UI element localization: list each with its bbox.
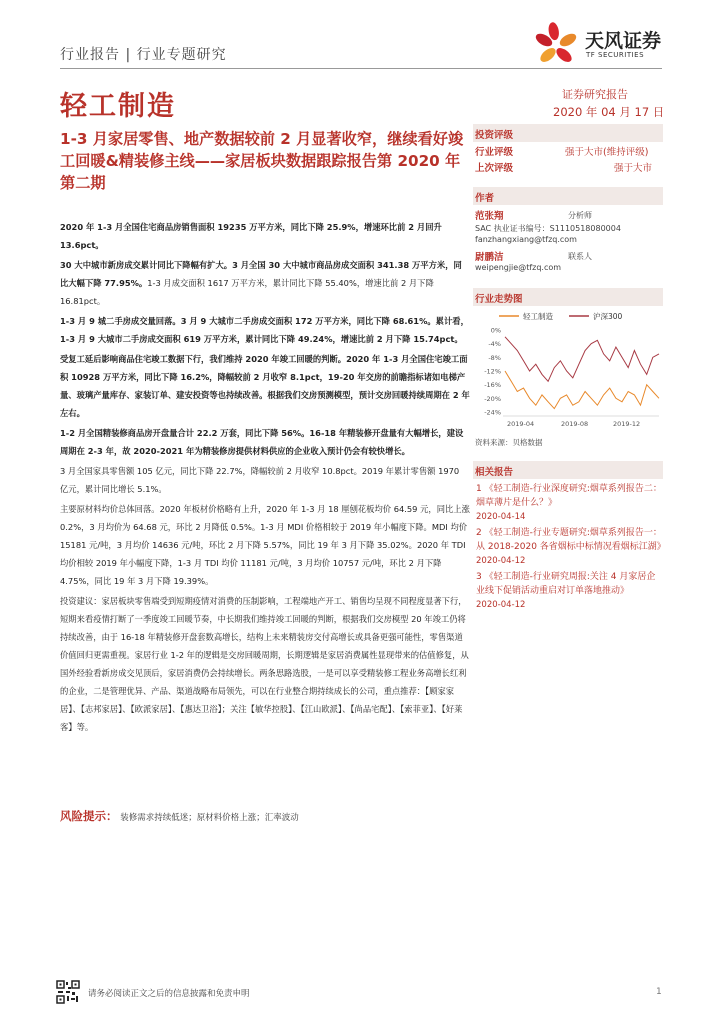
y-tick-label: -16% [484, 381, 501, 390]
paragraph: 投资建议：家居板块零售端受到短期疫情对消费的压制影响，工程端地产开工、销售均呈现不同程度显著下行，短期来看疫情打断了一季度竣工回暖节奏，中长期我们维持竣工回暖的判断，根据我们交房模型 20 年竣工仍将持续改善，由于 16-18 年精装修开盘套数高增长，结构上未来精装房交付高增长或具备更强可能性，零售渠道价值回归更需重视。家居行业 1-2 年的逻辑是交房回暖周期，长期逻辑是家居消费属性显现带来的估值修复，从国外经验看新房成交见顶后，家居消费仍会持续增长。两条思路选股，一是可以享受精装修工程业务高增长红利的企业，二是管理优异、产品、渠道战略布局领先，可以在行业整合期持续成长的公司，重点推荐：【顾家家居】、【志邦家居】、【欧派家居】、【惠达卫浴】；关注【敏华控股】、【江山欧派】、【尚品宅配】、【索菲亚】、【好莱客】等。 [60, 596, 469, 732]
trend-chart [473, 308, 663, 433]
author-role: 联系人 [568, 252, 592, 261]
x-axis [507, 420, 640, 428]
page-number: 1 [656, 987, 662, 997]
related-report-item[interactable]: 2 《轻工制造-行业专题研究:烟草系列报告一：从 2018-2020 各省烟标中标情况看烟标江湖》 2020-04-12 [476, 528, 666, 566]
y-tick-label: -12% [484, 367, 501, 376]
report-body [60, 218, 470, 738]
series-line-1 [505, 371, 659, 409]
y-axis [484, 327, 501, 417]
paragraph: 3 月全国家具零售额 105 亿元，同比下降 22.7%，降幅较前 2 月收窄 10.8pct。2019 年累计零售额 1970 亿元，累计同比增长 5.1%。 [60, 466, 460, 494]
author-email[interactable]: fanzhangxiang@tfzq.com [475, 235, 577, 244]
paragraph: 受复工延后影响商品住宅竣工数据下行，我们维持 2020 年竣工回暖的判断。2020 年 1-3 月全国住宅竣工面积 10928 万平方米，同比下降 16.2%，降幅较前 2 月收窄 8.1pct，19-20 年交房的前瞻指标诸如电梯产量、玻璃产量库存、家装订单、建安投资等也持续改善。根据我们交房预测模型，预计交房回暖持续周期在 2 年左右。 [60, 354, 470, 418]
last-rating-value: 强于大市 [614, 163, 653, 174]
chart-source: 资料来源：贝格数据 [475, 438, 543, 447]
last-rating-label: 上次评级 [475, 163, 514, 174]
report-type: 证券研究报告 [562, 88, 628, 101]
risk-warning: 风险提示： 装修需求持续低迷；原材料价格上涨；汇率波动 [60, 809, 299, 823]
report-title: 1-3 月家居零售、地产数据较前 2 月显著收窄，继续看好竣工回暖&精装修主线——家居板块数据跟踪报告第 2020 年第二期 [60, 130, 464, 192]
rating-section-header: 投资评级 [473, 124, 663, 142]
y-tick-label: -8% [488, 353, 501, 362]
industry-rating-label: 行业评级 [475, 147, 514, 158]
trend-section-header: 行业走势图 [473, 288, 663, 306]
author-sac: SAC 执业证书编号：S1110518080004 [475, 224, 621, 233]
author-email[interactable]: weipengjie@tfzq.com [475, 263, 562, 272]
legend-label: 沪深300 [593, 312, 623, 321]
y-tick-label: -4% [488, 340, 501, 349]
series-line-2 [505, 337, 659, 382]
qr-code-icon [56, 980, 80, 1004]
y-tick-label: -20% [484, 394, 501, 403]
author-role: 分析师 [568, 211, 592, 220]
related-section-header: 相关报告 [473, 461, 663, 479]
report-category: 行业报告 | 行业专题研究 [60, 47, 227, 63]
x-tick-label: 2019-12 [613, 420, 641, 428]
y-tick-label: 0% [490, 326, 501, 335]
company-name: 天风证券 [585, 30, 662, 52]
related-report-list [476, 482, 664, 612]
related-report-item[interactable]: 1 《轻工制造-行业深度研究:烟草系列报告二：烟草薄片是什么？》 2020-04-14 [476, 484, 662, 522]
chart-series [505, 337, 659, 409]
x-tick-label: 2019-04 [507, 420, 535, 428]
x-tick-label: 2019-08 [561, 420, 589, 428]
industry-rating-value: 强于大市(维持评级) [565, 147, 649, 158]
related-report-item[interactable]: 3 《轻工制造-行业研究周报:关注 4 月家居企业线下促销活动重启对订单落地推动》 2020-04-12 [476, 572, 656, 610]
sector-title: 轻工制造 [60, 91, 176, 122]
report-date: 2020 年 04 月 17 日 [553, 105, 665, 119]
paragraph: 2020 年 1-3 月全国住宅商品房销售面积 19235 万平方米，同比下降 25.9%，增速环比前 2 月回升 13.6pct。 [60, 222, 442, 250]
paragraph: 30 大中城市新房成交累计同比下降幅有扩大。3 月全国 30 大中城市商品房成交面积 341.38 万平方米，同比大幅下降 77.95%。1-3 月成交面积 1617 万平方米，累计同比下降 55.40%，增速比前 2 月下降 16.81pct。 [60, 260, 462, 306]
paragraph: 1-2 月全国精装修商品房开盘量合计 22.2 万套，同比下降 56%。16-18 年精装修开盘量有大幅增长，建设周期在 2-3 年，故 2020-2021 年为精装修房提供材料供应的企业收入预计仍会有较快增长。 [60, 428, 464, 456]
paragraph: 1-3 月 9 城二手房成交量回落。3 月 9 大城市二手房成交面积 172 万平方米，同比下降 68.61%。累计看，1-3 月 9 大城市二手房成交面积 619 万平方米，累计同比下降 49.24%，增速比前 2 月下降 15.74pct。 [60, 316, 469, 344]
footer-disclaimer: 请务必阅读正文之后的信息披露和免责申明 [88, 989, 250, 999]
author-section-header: 作者 [473, 187, 663, 205]
legend-label: 轻工制造 [523, 312, 553, 321]
company-name-en: TF SECURITIES [586, 51, 645, 59]
paragraph: 主要原材料均价总体回落。2020 年板材价格略有上升，2020 年 1-3 月 18 厘刨花板均价 64.59 元，同比上涨 0.2%，3 月均价为 64.68 元，环比 2 月降低 0.5%。1-3 月 MDI 价格相较于 2019 年小幅度下降。MDI 均价 15181 元/吨，3 月均价 14636 元/吨，环比 2 月下降 5.57%，同比 19 年 3 月下降 35.02%。2020 年 TDI 均价相较 2019 年小幅度下降，1-3 月 TDI 均价 11181 元/吨，3 月均价 10757 元/吨，环比 2 月下降 4.75%，同比 19 年 3 月下降 19.39%。 [60, 504, 470, 586]
chart-legend [499, 311, 623, 321]
author-name: 尉鹏洁 [475, 252, 504, 263]
y-tick-label: -24% [484, 408, 501, 417]
author-name: 范张翔 [475, 211, 504, 222]
